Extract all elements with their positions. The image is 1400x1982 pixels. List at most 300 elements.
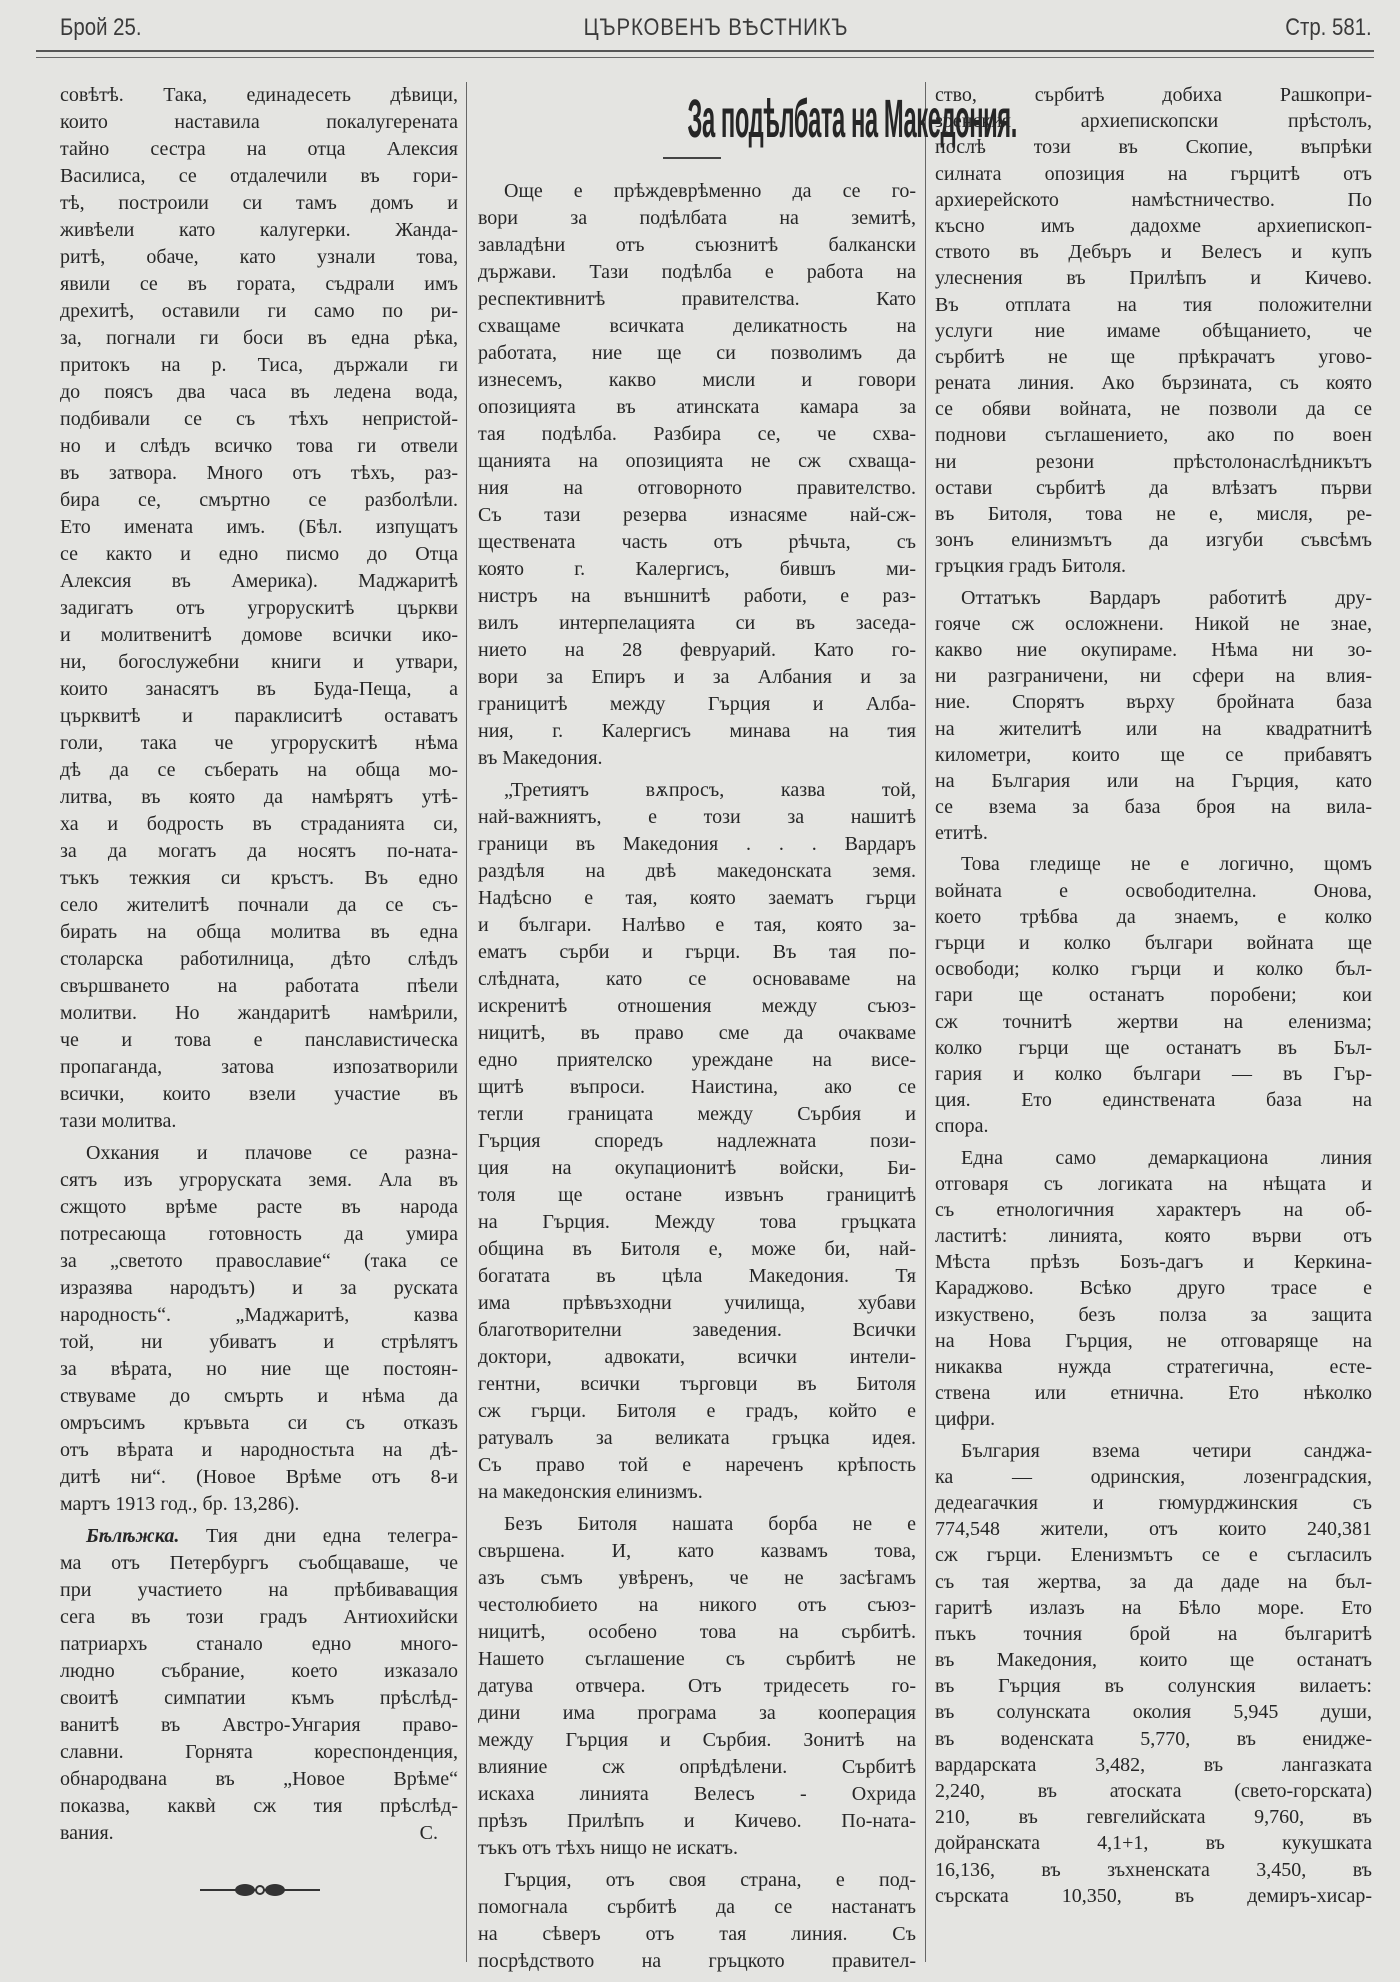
text-line	[60, 1356, 458, 1383]
text-line	[935, 1778, 1372, 1804]
text-line-content: ния на отговорното правителство.	[478, 477, 916, 499]
text-line	[478, 1128, 916, 1155]
text-line	[478, 1074, 916, 1101]
text-line-content: честолюбието на никого отъ съюз-	[478, 1594, 916, 1616]
text-line	[935, 292, 1372, 318]
text-line	[478, 1371, 916, 1398]
text-line	[478, 1479, 916, 1506]
text-line-content: тъкъ тежкия си кръстъ. Въ едно	[60, 867, 458, 889]
text-line-content: ластитѣ: линията, която върви отъ	[935, 1225, 1372, 1248]
text-line-content: богатата въ цѣла Македония. Тя	[478, 1265, 916, 1287]
text-line-content: своитѣ симпатии къмъ прѣслѣд-	[60, 1687, 458, 1709]
paragraph	[478, 777, 916, 1506]
text-line	[935, 956, 1372, 982]
text-line-content: ция. Ето единствената база на	[935, 1089, 1372, 1112]
text-line	[60, 82, 458, 109]
text-line	[478, 340, 916, 367]
text-line	[935, 1516, 1372, 1542]
text-line	[935, 187, 1372, 213]
text-line-content: Съ право той е нареченъ крѣпость	[478, 1454, 916, 1476]
text-line	[60, 1275, 458, 1302]
text-line	[935, 637, 1372, 663]
text-line	[60, 352, 458, 379]
text-line-content: датува отвчера. Отъ тридесеть го-	[478, 1675, 916, 1697]
text-line-content: Гърция, отъ своя страна, е под-	[504, 1869, 916, 1891]
title-rule	[663, 157, 721, 159]
author-signature: С.	[419, 1822, 438, 1844]
text-line-content: ство, сърбитѣ добиха Рашкопри-	[935, 84, 1372, 106]
text-line	[478, 313, 916, 340]
text-line-content: 2,240, въ атоската (свето-горската)	[935, 1780, 1372, 1802]
text-line	[478, 1619, 916, 1646]
text-line	[60, 379, 458, 406]
masthead: ЦЪРКОВЕНЪ ВѢСТНИКЪ	[583, 14, 849, 41]
text-line-content: късно имъ дадохме архиепископ-	[935, 214, 1372, 237]
text-line-content: зонъ елинизмътъ да изгуби съвсѣмъ	[935, 529, 1372, 552]
text-line-content: слѣдната, като се основаваме на	[478, 968, 916, 990]
text-line	[935, 1171, 1372, 1197]
text-line-content: щитѣ въпроси. Наистина, ако се	[478, 1076, 916, 1098]
text-line-content: рената линия. Ако бързината, съ която	[935, 372, 1372, 395]
text-line	[478, 1101, 916, 1128]
text-line	[935, 1275, 1372, 1301]
text-line-content: ницитѣ, особено това на сърбитѣ.	[478, 1621, 916, 1643]
column-2	[478, 178, 916, 1980]
text-line	[935, 1569, 1372, 1595]
text-line	[935, 370, 1372, 396]
text-line	[60, 1712, 458, 1739]
text-line	[478, 502, 916, 529]
text-line-content: улеснения въ Прилѣпъ и Кичево.	[935, 267, 1372, 290]
text-line	[60, 1108, 458, 1135]
paragraph	[935, 82, 1372, 580]
text-line-content: ванитѣ въ Австро-Унгария право-	[60, 1714, 458, 1736]
text-line	[478, 1808, 916, 1835]
text-line-content: патриархъ станало едно много-	[60, 1633, 458, 1655]
text-line-content: вардарската 3,482, въ лангазката	[935, 1753, 1372, 1776]
text-line	[478, 1592, 916, 1619]
text-line	[60, 1329, 458, 1356]
text-line-content: че и това е панславистическа	[60, 1029, 458, 1051]
ornament-divider	[200, 1880, 320, 1900]
text-line	[60, 784, 458, 811]
text-line	[60, 1167, 458, 1194]
text-line	[60, 649, 458, 676]
text-line	[478, 939, 916, 966]
text-line	[935, 1249, 1372, 1275]
text-line	[60, 325, 458, 352]
text-line-content: задигатъ отъ угрорускитѣ църкви	[60, 597, 458, 619]
text-line-content: границитѣ между Гърция и Алба-	[478, 693, 916, 715]
text-line	[60, 946, 458, 973]
text-line	[935, 1464, 1372, 1490]
column-3	[935, 82, 1372, 1914]
text-line	[478, 1646, 916, 1673]
text-line	[60, 298, 458, 325]
text-line	[478, 1344, 916, 1371]
text-line	[935, 553, 1372, 579]
text-line-content: гърци и колко българи войната ще	[935, 932, 1372, 954]
text-line	[935, 1061, 1372, 1087]
text-line-content: изразява народътъ) и за руската	[60, 1277, 458, 1299]
text-line-content: Още е прѣждеврѣменно да се го-	[504, 180, 916, 202]
text-line-content: тегли границата между Сърбия и	[478, 1103, 916, 1125]
text-line-content: гари ще останатъ поробени; кои	[935, 984, 1372, 1007]
text-line-content: се взема за база броя на вила-	[935, 796, 1372, 819]
text-line	[935, 1804, 1372, 1830]
text-line	[478, 178, 916, 205]
text-line-content: въ воденската 5,770, въ енидже-	[935, 1727, 1372, 1750]
text-line-content: искренитѣ отношения между съюз-	[478, 995, 916, 1017]
text-line-content: въ Македония.	[478, 747, 603, 769]
text-line	[478, 885, 916, 912]
text-line	[935, 318, 1372, 344]
text-line	[60, 811, 458, 838]
text-line-content: сж точнитѣ жертви на еленизма;	[935, 1010, 1372, 1033]
text-line-content: дѣ да се съберать на обща мо-	[60, 759, 458, 781]
text-line	[60, 703, 458, 730]
text-line-content: Василиса, се отдалечили въ гори-	[60, 165, 458, 187]
text-line	[478, 1948, 916, 1975]
text-line-content: явили се въ гората, съдрали имъ	[60, 273, 458, 295]
page-number: Стр. 581.	[1285, 14, 1372, 41]
text-line-content: потресающа готовность да умира	[60, 1223, 458, 1245]
text-line-content: съ тая жертва, за да даде на бъл-	[935, 1570, 1372, 1593]
text-line-content: има прѣвъзходни училища, хубави	[478, 1292, 916, 1314]
text-line	[935, 1542, 1372, 1568]
text-line	[935, 1673, 1372, 1699]
text-line	[478, 1727, 916, 1754]
paragraph	[60, 1523, 458, 1847]
text-line	[935, 475, 1372, 501]
text-line	[935, 1328, 1372, 1354]
text-line-content: ка — одринския, лозенградския,	[935, 1465, 1372, 1488]
text-line	[478, 1921, 916, 1948]
text-line-content: ния, г. Калергисъ минава на тия	[478, 720, 916, 742]
text-line	[935, 1380, 1372, 1406]
text-line-content: бира се, смъртно се разболѣли.	[60, 489, 458, 511]
text-line-content: совѣтѣ. Така, единадесеть дѣвици,	[60, 84, 458, 106]
text-line	[935, 344, 1372, 370]
text-line	[60, 1383, 458, 1410]
text-line	[60, 919, 458, 946]
text-line	[60, 433, 458, 460]
text-line	[935, 1752, 1372, 1778]
text-line-content: столарска работилница, дѣто слѣдъ	[60, 948, 458, 970]
text-line	[935, 716, 1372, 742]
text-line	[60, 1631, 458, 1658]
text-line	[478, 804, 916, 831]
text-line-content: България взема четири санджа-	[961, 1439, 1372, 1462]
text-line	[60, 136, 458, 163]
text-line	[935, 689, 1372, 715]
text-line-content: всички, които взели участие въ	[60, 1083, 458, 1105]
text-line	[478, 718, 916, 745]
article-title	[478, 84, 1017, 154]
text-line-content: вори за Епиръ и за Албания и за	[478, 666, 916, 688]
text-line	[935, 1354, 1372, 1380]
text-line-content: послѣ този въ Скопие, въпрѣки	[935, 136, 1372, 159]
text-line-content: дедеагачкия и гюмурджинския съ	[935, 1491, 1372, 1514]
text-line-content: остави сърбитѣ да влѣзатъ първи	[935, 476, 1372, 499]
text-line	[60, 973, 458, 1000]
text-line	[478, 1538, 916, 1565]
text-line-content: зренския архиепископски прѣстолъ,	[935, 110, 1372, 133]
text-line-content: людно събрание, което изказало	[60, 1660, 458, 1682]
text-line	[60, 460, 458, 487]
text-line	[478, 1020, 916, 1047]
text-line-content: съ етнологичния характеръ на об-	[935, 1198, 1372, 1221]
text-line	[935, 396, 1372, 422]
text-line	[60, 1820, 458, 1847]
text-line-content: въ Гърция въ солунския вилаетъ:	[935, 1675, 1372, 1698]
text-line-content: дитѣ ни“. (Новое Врѣме отъ 8-и	[60, 1466, 458, 1488]
text-line-content: държави. Тази подѣлба е работа на	[478, 261, 916, 283]
text-line-content: подбивали се съ тѣхъ непристой-	[60, 408, 458, 430]
text-line-content: гръцкия градъ Битоля.	[935, 555, 1127, 578]
text-line	[60, 109, 458, 136]
text-line-content: гария и колко българи — въ Гър-	[935, 1062, 1372, 1085]
text-line	[935, 1883, 1372, 1909]
text-line-content: респективнитѣ правителства. Като	[478, 288, 916, 310]
text-line-content: колко гърци ще останатъ въ Бъл-	[935, 1036, 1372, 1059]
text-line-content: свършването на работата пѣели	[60, 975, 458, 997]
text-line-content: завладѣни отъ съюзнитѣ балкански	[478, 234, 916, 256]
text-line-content: се обяви войната, не позволи да се	[935, 398, 1372, 421]
text-line-content: на Нова Гърция, не отговаряще на	[935, 1329, 1372, 1352]
text-line-content: Мѣста прѣзъ Бозъ-дагъ и Керкина-	[935, 1251, 1372, 1274]
text-line	[478, 1317, 916, 1344]
text-line-content: влияние сж опрѣдѣлени. Сърбитѣ	[478, 1756, 916, 1778]
paragraph	[935, 851, 1372, 1139]
text-line	[478, 1781, 916, 1808]
text-line-content: цифри.	[935, 1408, 996, 1431]
text-line	[478, 610, 916, 637]
text-line	[60, 1793, 458, 1820]
text-line-content: войната е освободителна. Онова,	[935, 879, 1372, 902]
text-line-content: 774,548 жители, отъ които 240,381	[935, 1518, 1372, 1541]
text-line-content: вори за подѣлбата на земитѣ,	[478, 207, 916, 229]
text-line-content: сятъ изъ угроруската земя. Ала въ	[60, 1169, 458, 1191]
text-line	[478, 1754, 916, 1781]
text-line-content: община въ Битоля е, може би, най-	[478, 1238, 916, 1260]
text-line-content: поднови съглашението, ако по воен	[935, 424, 1372, 447]
text-line	[935, 878, 1372, 904]
text-line-content: голи, така че угрорускитѣ нѣма	[60, 732, 458, 754]
text-line	[60, 1523, 458, 1550]
text-line-content: на македонския елинизмъ.	[478, 1481, 703, 1503]
text-line-content: никаква нужда стратегична, есте-	[935, 1356, 1372, 1378]
text-line	[935, 1726, 1372, 1752]
text-line	[935, 930, 1372, 956]
text-line-content: ствена или етнична. Ето нѣколко	[935, 1382, 1372, 1405]
text-line	[60, 622, 458, 649]
text-line-content: литва, въ която да намѣрятъ утѣ-	[60, 786, 458, 808]
article-title-text: За подѣлбата на Македония.	[687, 89, 1017, 149]
text-line-content: свършена. И, като казвамъ това,	[478, 1540, 916, 1562]
text-line	[478, 691, 916, 718]
text-line-content: до поясъ два часа въ ледена вода,	[60, 381, 458, 403]
text-line-content: бирать на обща молитва въ една	[60, 921, 458, 943]
text-line-content: притокъ на р. Тиса, държали ги	[60, 354, 458, 376]
text-line	[478, 259, 916, 286]
text-line	[478, 1047, 916, 1074]
text-line	[935, 1621, 1372, 1647]
text-line-content: Ето имената имъ. (Бѣл. изпущатъ	[60, 516, 458, 538]
text-line	[60, 1464, 458, 1491]
text-line-content: толя ще остане извънъ границитѣ	[478, 1184, 916, 1206]
text-line	[935, 213, 1372, 239]
text-line	[935, 585, 1372, 611]
text-line-content: сжщото врѣме расте въ народа	[60, 1196, 458, 1218]
text-line-content: въ солунската околия 5,945 души,	[935, 1701, 1372, 1724]
text-line	[935, 851, 1372, 877]
text-line	[935, 1035, 1372, 1061]
text-line	[478, 448, 916, 475]
text-line-content: които занасятъ въ Буда-Пеща, а	[60, 678, 458, 700]
text-line-content: пропаганда, затова изпозатворили	[60, 1056, 458, 1078]
text-line-content: Нашето съглашение съ сърбитѣ не	[478, 1648, 916, 1670]
paragraph	[60, 82, 458, 1135]
text-line-content: сж гърци. Битоля е градъ, който е	[478, 1400, 916, 1422]
text-line-content: едно приятелско уреждане на висе-	[478, 1049, 916, 1071]
text-line	[60, 568, 458, 595]
text-line-content: въ Македония, които ще останатъ	[935, 1649, 1372, 1672]
text-line	[60, 1194, 458, 1221]
paragraph	[478, 178, 916, 772]
text-line	[478, 583, 916, 610]
text-line	[60, 1739, 458, 1766]
text-line	[60, 1027, 458, 1054]
text-line-content: ществената часть отъ рѣчьта, съ	[478, 531, 916, 553]
text-line	[60, 1437, 458, 1464]
text-line	[60, 271, 458, 298]
text-line-content: за вѣрата, но ние ще постоян-	[60, 1358, 458, 1380]
text-line-content: и българи. Налѣво е тая, която за-	[478, 914, 916, 936]
text-line	[935, 82, 1372, 108]
text-line-content: Една само демаркациона линия	[961, 1146, 1372, 1169]
text-line-content: тази молитва.	[60, 1110, 177, 1132]
text-line-content: услуги ние имаме обѣщанието, че	[935, 319, 1372, 342]
text-line-content: спора.	[935, 1115, 989, 1138]
text-line	[478, 529, 916, 556]
text-line	[478, 1835, 916, 1862]
text-line	[60, 487, 458, 514]
text-line	[935, 1699, 1372, 1725]
text-line-content: тая подѣлба. Разбира се, че схва-	[478, 423, 916, 445]
column-divider	[925, 82, 926, 1962]
text-line	[478, 286, 916, 313]
text-line-content: дойранската 4,1+1, въ кукушката	[935, 1832, 1372, 1855]
text-line	[935, 1302, 1372, 1328]
text-line-content: работата, ние ще си позволимъ да	[478, 342, 916, 364]
text-line	[478, 475, 916, 502]
text-line-content: нистръ на външнитѣ работи, е раз-	[478, 585, 916, 607]
text-line-content: при участието на прѣбиваващия	[60, 1579, 458, 1601]
text-line-content: тѣ, построили си тамъ домъ и	[60, 192, 458, 214]
text-line	[478, 232, 916, 259]
text-line	[60, 163, 458, 190]
text-line-content: мартъ 1913 год., бр. 13,286).	[60, 1493, 300, 1515]
text-line	[478, 777, 916, 804]
text-line-content: живѣели като калугерки. Жанда-	[60, 219, 458, 241]
text-line	[478, 1398, 916, 1425]
text-line	[478, 421, 916, 448]
page-header	[60, 14, 1372, 46]
text-line-content: омръсимъ кръвьта си съ отказъ	[60, 1412, 458, 1434]
text-line	[60, 244, 458, 271]
text-line-content: гаритѣ излазъ на Бѣло море. Ето	[935, 1596, 1372, 1619]
text-line	[478, 1209, 916, 1236]
text-line	[60, 838, 458, 865]
text-line	[478, 745, 916, 772]
text-line-content: дини има програма за кооперация	[478, 1702, 916, 1724]
text-line-content: 16,136, въ зъхненската 3,450, въ	[935, 1858, 1372, 1881]
text-line	[935, 611, 1372, 637]
text-line-content: Това гледище не е логично, щомъ	[961, 853, 1372, 876]
text-line	[935, 794, 1372, 820]
text-line-content: Надѣсно е тая, която заематъ гърци	[478, 887, 916, 909]
text-line-content: обнародвана въ „Новое Врѣме“	[60, 1768, 458, 1790]
text-line-content: изнесемъ, какво мисли и говори	[478, 369, 916, 391]
text-line	[60, 190, 458, 217]
text-line	[935, 1406, 1372, 1432]
text-line	[935, 1857, 1372, 1883]
text-line	[935, 501, 1372, 527]
text-line	[478, 1565, 916, 1592]
text-line-content: ция на окупационитѣ войски, Би-	[478, 1157, 916, 1179]
text-line-content: молитви. Но жандаритѣ намѣрили,	[60, 1002, 458, 1024]
text-line	[60, 1221, 458, 1248]
text-line-content: Караджово. Всѣко друго трасе е	[935, 1277, 1372, 1300]
text-line-content: Оттатъкъ Вардаръ работитѣ дру-	[961, 586, 1372, 609]
text-line-content: ни, богослужебни книги и утвари,	[60, 651, 458, 673]
text-line-content: ни разграничени, ни сфери на влия-	[935, 665, 1372, 688]
text-line	[478, 966, 916, 993]
text-line-content: изкуствено, безъ полза за защита	[935, 1303, 1372, 1326]
text-line	[60, 1302, 458, 1329]
text-line	[935, 768, 1372, 794]
text-line	[478, 1290, 916, 1317]
text-line-content: Тия дни една телегра-	[179, 1525, 458, 1547]
text-line-content: Съ тази резерва изнасяме най-сж-	[478, 504, 916, 526]
text-line	[935, 904, 1372, 930]
text-line	[60, 1410, 458, 1437]
text-line-content: дрехитѣ, оставили ги само по ри-	[60, 300, 458, 322]
text-line-content: които наставила покалугерената	[60, 111, 458, 133]
paragraph	[478, 1511, 916, 1862]
text-line	[935, 239, 1372, 265]
text-line	[60, 1491, 458, 1518]
text-line	[478, 1236, 916, 1263]
text-line	[935, 982, 1372, 1008]
text-line-content: граници въ Македония . . . Вардаръ	[478, 833, 916, 855]
text-line-content: между Гърция и Сърбия. Зонитѣ на	[478, 1729, 916, 1751]
text-line	[60, 541, 458, 568]
text-line-content: доктори, адвокати, всички интели-	[478, 1346, 916, 1368]
text-line-content: вилъ интерпелацията си въ заседа-	[478, 612, 916, 634]
text-line	[60, 1081, 458, 1108]
text-line-content: прѣзъ Прилѣпъ и Кичево. По-ната-	[478, 1810, 916, 1832]
text-line-content: гояче сж осложнени. Никой не знае,	[935, 612, 1372, 635]
text-line-content: пъкъ точния брой на българитѣ	[935, 1622, 1372, 1645]
text-line	[935, 134, 1372, 160]
text-line	[60, 1658, 458, 1685]
note-lead: Бѣлѣжка.	[86, 1525, 180, 1547]
text-line	[60, 1140, 458, 1167]
text-line	[60, 217, 458, 244]
text-line-content: схващаме всичката деликатность на	[478, 315, 916, 337]
